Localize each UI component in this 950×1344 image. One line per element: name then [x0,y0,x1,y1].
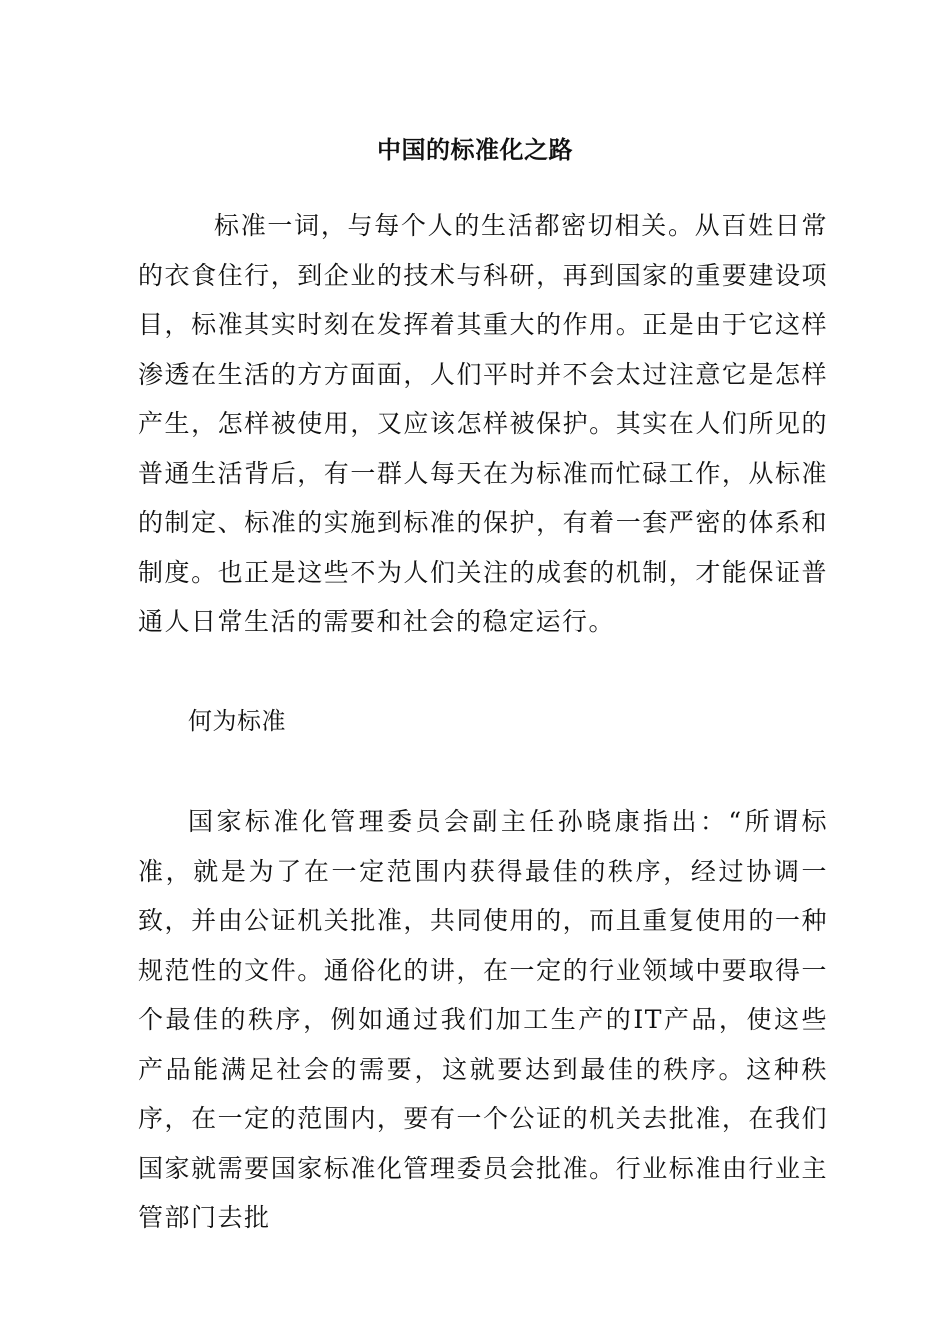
document-title: 中国的标准化之路 [377,135,573,165]
intro-paragraph: 标准一词，与每个人的生活都密切相关。从百姓日常的衣食住行，到企业的技术与科研，再到国家的重要建设项目，标准其实时刻在发挥着其重大的作用。正是由于它这样渗透在生活的方方面面，人们平时并不会太过注意它是怎样产生，怎样被使用，又应该怎样被保护。其实在人们所见的普通生活背后，有一群人每天在为标准而忙碌工作，从标准的制定、标准的实施到标准的保护，有着一套严密的体系和制度。也正是这些不为人们关注的成套的机制，才能保证普通人日常生活的需要和社会的稳定运行。 [138,211,828,636]
section-heading: 何为标准 [188,707,286,735]
definition-paragraph: 国家标准化管理委员会副主任孙晓康指出：“所谓标准，就是为了在一定范围内获得最佳的秩序，经过协调一致，并由公证机关批准，共同使用的，而且重复使用的一种规范性的文件。通俗化的讲，在一定的行业领域中要取得一个最佳的秩序，例如通过我们加工生产的IT产品，使这些产品能满足社会的需要，这就要达到最佳的秩序。这种秩序，在一定的范围内，要有一个公证的机关去批准，在我们国家就需要国家标准化管理委员会批准。行业标准由行业主管部门去批 [138,807,828,1232]
